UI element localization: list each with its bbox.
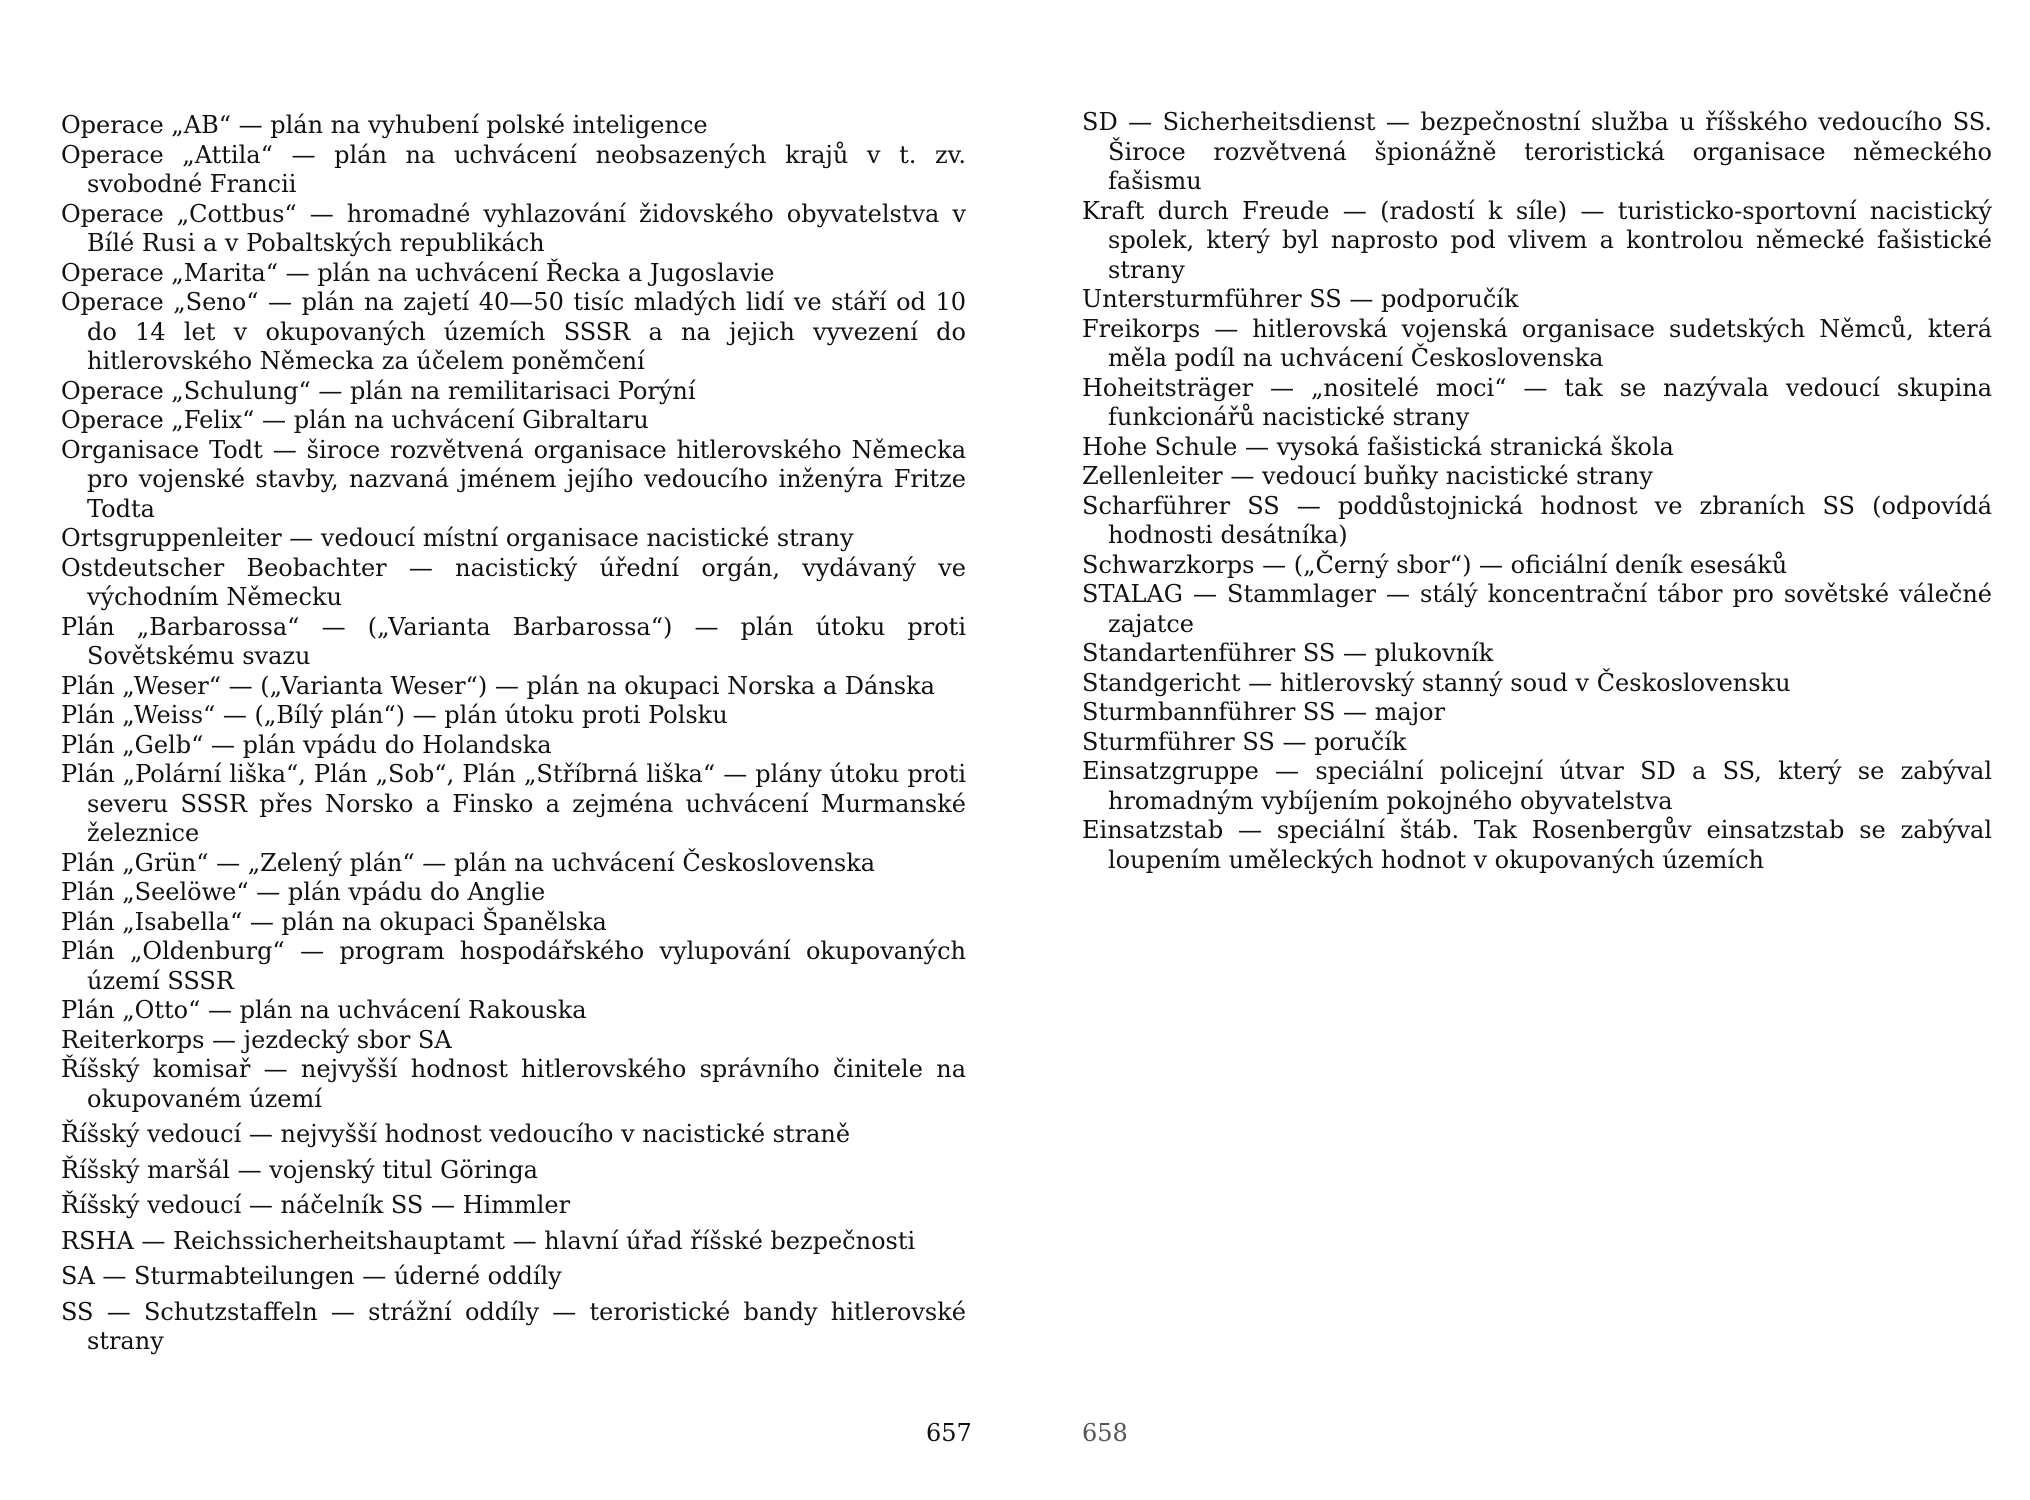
glossary-entry: Hohe Schule — vysoká fašistická stranická škola — [1082, 432, 1674, 461]
glossary-entry: Plán „Gelb“ — plán vpádu do Holandska — [61, 730, 552, 759]
glossary-entry: Plán „Polární liška“, Plán „Sob“, Plán „Stříbrná liška“ — plány útoku proti severu SSSR přes Norsko a Finsko a zejména uchvácení Murmanské železnice — [61, 760, 966, 847]
glossary-entry: Organisace Todt — široce rozvětvená organisace hitlerovského Německa pro vojenské stavby, nazvaná jménem jejího vedoucího inženýra Fritze Todta — [61, 435, 966, 523]
glossary-entry: Standartenführer SS — plukovník — [1082, 639, 1494, 667]
glossary-entry: Einsatzstab — speciální štáb. Tak Rosenbergův einsatzstab se zabýval loupením uměleckých hodnot v okupovaných územích — [1082, 816, 1992, 874]
glossary-entry: Operace „Cottbus“ — hromadné vyhlazování židovského obyvatelstva v Bílé Rusi a v Pobaltských republikách — [61, 199, 966, 257]
glossary-entry: Standgericht — hitlerovský stanný soud v Československu — [1082, 668, 1791, 697]
right-page — [1015, 0, 2030, 1500]
glossary-entry: Operace „AB“ — plán na vyhubení polské inteligence — [61, 111, 708, 139]
glossary-entry: Scharführer SS — poddůstojnická hodnost ve zbraních SS (odpovídá hodnosti desátníka) — [1082, 491, 1992, 549]
glossary-entry: SD — Sicherheitsdienst — bezpečnostní služba u říšského vedoucího SS. Široce rozvětvená špionážně teroristická organisace německého fašismu — [1082, 108, 1992, 195]
glossary-entry: STALAG — Stammlager — stálý koncentrační tábor pro sovětské válečné zajatce — [1082, 580, 1992, 638]
glossary-entry: Plán „Otto“ — plán na uchvácení Rakouska — [61, 996, 587, 1024]
glossary-entry: Operace „Felix“ — plán na uchvácení Gibraltaru — [61, 406, 649, 434]
glossary-entry: Operace „Attila“ — plán na uchvácení neobsazených krajů v t. zv. svobodné Francii — [61, 140, 966, 198]
glossary-entry: Plán „Weser“ — („Varianta Weser“) — plán na okupaci Norska a Dánska — [61, 671, 935, 700]
page-number: 657 — [926, 1419, 972, 1447]
glossary-entry: Einsatzgruppe — speciální policejní útvar SD a SS, který se zabýval hromadným vybíjením pokojného obyvatelstva — [1082, 757, 1992, 815]
glossary-entry: Říšský vedoucí — náčelník SS — Himmler — [61, 1191, 571, 1219]
glossary-entry: Ortsgruppenleiter — vedoucí místní organisace nacistické strany — [61, 524, 854, 552]
glossary-list — [1082, 108, 1992, 875]
glossary-list — [61, 111, 966, 1357]
glossary-entry: Ostdeutscher Beobachter — nacistický úřední orgán, vydávaný ve východním Německu — [61, 553, 966, 611]
glossary-entry: Plán „Barbarossa“ — („Varianta Barbarossa“) — plán útoku proti Sovětskému svazu — [61, 612, 966, 670]
glossary-entry: Kraft durch Freude — (radostí k síle) — turisticko-sportovní nacistický spolek, který byl naprosto pod vlivem a kontrolou německé fašistické strany — [1082, 196, 1992, 284]
glossary-entry: Sturmführer SS — poručík — [1082, 727, 1407, 756]
glossary-entry: Operace „Marita“ — plán na uchvácení Řecka a Jugoslavie — [61, 258, 775, 287]
glossary-entry: Plán „Oldenburg“ — program hospodářského vylupování okupovaných území SSSR — [61, 937, 966, 995]
glossary-entry: Reiterkorps — jezdecký sbor SA — [61, 1025, 452, 1054]
glossary-entry: RSHA — Reichssicherheitshauptamt — hlavní úřad říšské bezpečnosti — [61, 1226, 916, 1255]
glossary-entry: SA — Sturmabteilungen — úderné oddíly — [61, 1262, 562, 1290]
glossary-entry: Operace „Schulung“ — plán na remilitarisaci Porýní — [61, 376, 696, 405]
glossary-entry: Říšský komisař — nejvyšší hodnost hitlerovského správního činitele na okupovaném území — [61, 1055, 966, 1113]
page-number: 658 — [1082, 1419, 1128, 1447]
glossary-entry: Operace „Seno“ — plán na zajetí 40—50 tisíc mladých lidí ve stáří od 10 do 14 let v okupovaných územích SSSR a na jejich vyvezení do hitlerovského Německa za účelem poněmčení — [61, 288, 966, 375]
glossary-entry: Plán „Weiss“ — („Bílý plán“) — plán útoku proti Polsku — [61, 701, 728, 729]
glossary-entry: Plán „Grün“ — „Zelený plán“ — plán na uchvácení Československa — [61, 848, 876, 877]
glossary-entry: SS — Schutzstaffeln — strážní oddíly — teroristické bandy hitlerovské strany — [61, 1297, 966, 1355]
glossary-entry: Freikorps — hitlerovská vojenská organisace sudetských Němců, která měla podíl na uchvácení Československa — [1082, 314, 1992, 372]
glossary-entry: Zellenleiter — vedoucí buňky nacistické strany — [1082, 462, 1653, 490]
glossary-entry: Říšský vedoucí — nejvyšší hodnost vedoucího v nacistické straně — [61, 1120, 851, 1148]
glossary-entry: Plán „Seelöwe“ — plán vpádu do Anglie — [61, 878, 546, 906]
glossary-entry: Sturmbannführer SS — major — [1082, 698, 1446, 726]
glossary-entry: Untersturmführer SS — podporučík — [1082, 285, 1519, 313]
glossary-entry: Hoheitsträger — „nositelé moci“ — tak se nazývala vedoucí skupina funkcionářů nacistické strany — [1082, 373, 1992, 431]
glossary-entry: Plán „Isabella“ — plán na okupaci Španělska — [61, 907, 607, 936]
glossary-entry: Říšský maršál — vojenský titul Göringa — [61, 1155, 538, 1184]
glossary-entry: Schwarzkorps — („Černý sbor“) — oficiální deník esesáků — [1082, 550, 1788, 579]
